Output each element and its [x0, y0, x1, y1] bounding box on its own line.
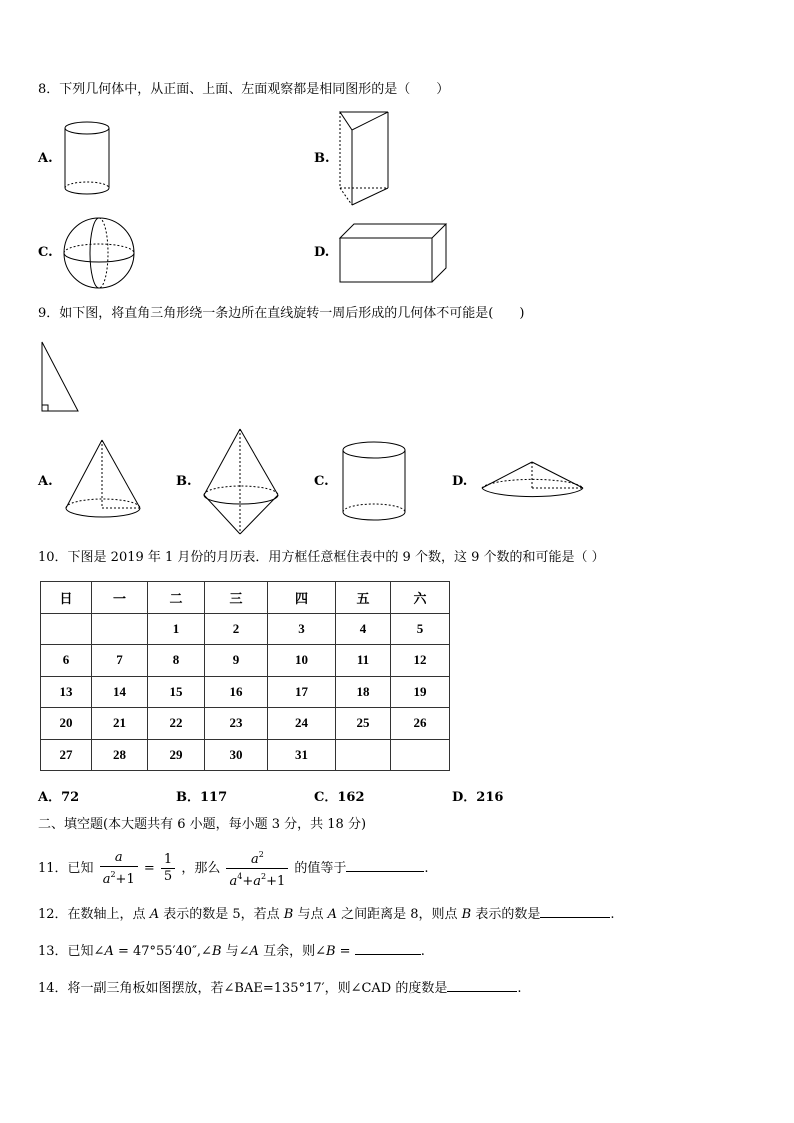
calendar-cell: 10 — [268, 645, 336, 677]
q13-text: = — [335, 944, 355, 959]
calendar-cell: 22 — [148, 708, 205, 740]
calendar-cell: 13 — [41, 676, 92, 708]
q10-option-b: B．117 — [176, 790, 228, 805]
calendar-header-cell: 四 — [268, 582, 336, 614]
q11-fraction-1 — [100, 850, 138, 888]
q12-text: 12．在数轴上，点 — [38, 907, 150, 922]
q12-text: 表示的数是 5，若点 — [159, 907, 284, 922]
calendar-header-cell: 二 — [148, 582, 205, 614]
calendar-cell: 19 — [391, 676, 450, 708]
calendar-cell: 5 — [391, 613, 450, 645]
calendar-cell — [92, 613, 148, 645]
calendar-cell: 17 — [268, 676, 336, 708]
q13-angle-a: A — [249, 944, 259, 959]
question-14 — [38, 977, 522, 998]
q11-var-a: a — [250, 852, 259, 867]
flat-cone-icon — [480, 460, 586, 502]
q11-den-tail: +1 — [266, 874, 286, 889]
q8-option-a-label: A. — [38, 151, 53, 166]
q8-option-c-label: C. — [38, 245, 53, 260]
q10-option-d: D．216 — [452, 790, 504, 805]
calendar-cell — [336, 739, 391, 771]
calendar-cell: 29 — [148, 739, 205, 771]
q12-answer-blank[interactable] — [540, 903, 610, 918]
q14-answer-blank[interactable] — [447, 977, 517, 992]
calendar-cell: 24 — [268, 708, 336, 740]
q13-text: 互余，则∠ — [258, 944, 326, 959]
cylinder-icon — [62, 120, 112, 200]
calendar-cell: 6 — [41, 645, 92, 677]
q13-text: 13．已知∠ — [38, 944, 105, 959]
calendar-cell: 31 — [268, 739, 336, 771]
question-11 — [38, 847, 429, 890]
q9-option-c-label: C. — [314, 474, 329, 489]
question-12 — [38, 903, 614, 924]
q12-text: 表示的数是 — [471, 907, 541, 922]
q8-option-d-label: D. — [314, 245, 330, 260]
question-9-stem: 9．如下图，将直角三角形绕一条边所在直线旋转一周后形成的几何体不可能是( ) — [38, 306, 525, 321]
calendar-row — [41, 645, 450, 677]
q11-frac3-numerator — [226, 847, 288, 869]
q13-end: . — [420, 944, 425, 959]
triangular-prism-icon — [336, 108, 392, 208]
calendar-cell: 11 — [336, 645, 391, 677]
q10-option-a: A．72 — [38, 790, 80, 805]
calendar-cell: 23 — [205, 708, 268, 740]
section-2-heading: 二、填空题(本大题共有 6 小题，每小题 3 分，共 18 分) — [38, 817, 367, 832]
q13-angle-a: A — [104, 944, 114, 959]
calendar-cell: 7 — [92, 645, 148, 677]
calendar-cell — [391, 739, 450, 771]
calendar-row — [41, 708, 450, 740]
q14-end: . — [517, 981, 522, 996]
calendar-cell: 3 — [268, 613, 336, 645]
calendar-cell — [41, 613, 92, 645]
calendar-table — [40, 581, 450, 771]
q12-point-b: B — [461, 907, 472, 922]
calendar-cell: 12 — [391, 645, 450, 677]
cylinder-icon — [340, 440, 408, 524]
q11-end: . — [424, 861, 429, 876]
calendar-cell: 9 — [205, 645, 268, 677]
calendar-row — [41, 739, 450, 771]
q11-frac2-denominator: 5 — [163, 869, 173, 884]
calendar-cell: 18 — [336, 676, 391, 708]
calendar-cell: 27 — [41, 739, 92, 771]
calendar-cell: 28 — [92, 739, 148, 771]
q11-prefix: 11．已知 — [38, 861, 94, 876]
calendar-cell: 26 — [391, 708, 450, 740]
q11-frac3-denominator — [226, 869, 288, 890]
q11-frac1-denominator — [100, 867, 138, 888]
calendar-cell: 21 — [92, 708, 148, 740]
calendar-header-cell: 五 — [336, 582, 391, 614]
q11-var-a: a — [229, 874, 238, 889]
q11-frac1-numerator: a — [100, 850, 138, 867]
q9-option-b-label: B. — [176, 474, 192, 489]
q13-text: 与∠ — [221, 944, 250, 959]
q12-end: . — [610, 907, 615, 922]
calendar-header-cell: 日 — [41, 582, 92, 614]
q11-var-a: a — [102, 871, 111, 887]
q12-point-a: A — [149, 907, 160, 922]
q11-fraction-2 — [161, 852, 175, 885]
calendar-header-cell: 一 — [92, 582, 148, 614]
q13-angle-b: B — [325, 944, 336, 959]
q12-text: 与点 — [293, 907, 328, 922]
calendar-cell: 25 — [336, 708, 391, 740]
q11-frac2-numerator: 1 — [161, 852, 175, 869]
q13-angle-b: B — [211, 944, 222, 959]
question-10-stem: 10．下图是 2019 年 1 月份的月历表．用方框任意框住表中的 9 个数，这 9 个数的和可能是（ ） — [38, 550, 605, 565]
q11-den-mid: +a — [242, 874, 261, 889]
q11-mid: ，那么 — [181, 861, 221, 876]
q12-point-b: B — [283, 907, 294, 922]
q11-answer-blank[interactable] — [346, 857, 424, 872]
cone-icon — [64, 438, 144, 520]
q11-exp-2: 2 — [261, 872, 267, 881]
q11-exp-4: 4 — [237, 872, 243, 881]
calendar-cell: 16 — [205, 676, 268, 708]
calendar-cell: 1 — [148, 613, 205, 645]
calendar-cell: 8 — [148, 645, 205, 677]
q11-exp-2: 2 — [258, 850, 264, 859]
calendar-cell: 4 — [336, 613, 391, 645]
calendar-cell: 15 — [148, 676, 205, 708]
calendar-header-row — [41, 582, 450, 614]
q9-option-a-label: A. — [38, 474, 53, 489]
calendar-cell: 14 — [92, 676, 148, 708]
calendar-cell: 30 — [205, 739, 268, 771]
calendar-header-cell: 三 — [205, 582, 268, 614]
calendar-row — [41, 613, 450, 645]
q11-equals: = — [143, 861, 155, 876]
calendar-cell: 20 — [41, 708, 92, 740]
q11-den-tail: +1 — [115, 871, 135, 887]
calendar-cell: 2 — [205, 613, 268, 645]
double-cone-icon — [202, 427, 282, 537]
q10-option-c: C．162 — [314, 790, 365, 805]
q11-suffix: 的值等于 — [294, 861, 347, 876]
q14-text: 14．将一副三角板如图摆放，若∠BAE=135°17′，则∠CAD 的度数是 — [38, 981, 448, 996]
q8-option-b-label: B. — [314, 151, 330, 166]
q12-point-a: A — [327, 907, 337, 922]
q12-text: 之间距离是 8，则点 — [336, 907, 462, 922]
sphere-icon — [62, 216, 136, 290]
cuboid-icon — [338, 222, 448, 284]
calendar-header-cell: 六 — [391, 582, 450, 614]
q9-option-d-label: D. — [452, 474, 468, 489]
question-13 — [38, 940, 425, 961]
q13-answer-blank[interactable] — [355, 940, 421, 955]
q13-text: = 47°55′40″,∠ — [113, 944, 212, 959]
question-8-stem: 8．下列几何体中，从正面、上面、左面观察都是相同图形的是（ ） — [38, 82, 450, 97]
q11-fraction-3 — [226, 847, 288, 890]
calendar-row — [41, 676, 450, 708]
q11-exp-2: 2 — [110, 869, 116, 879]
right-triangle-icon — [40, 340, 82, 414]
